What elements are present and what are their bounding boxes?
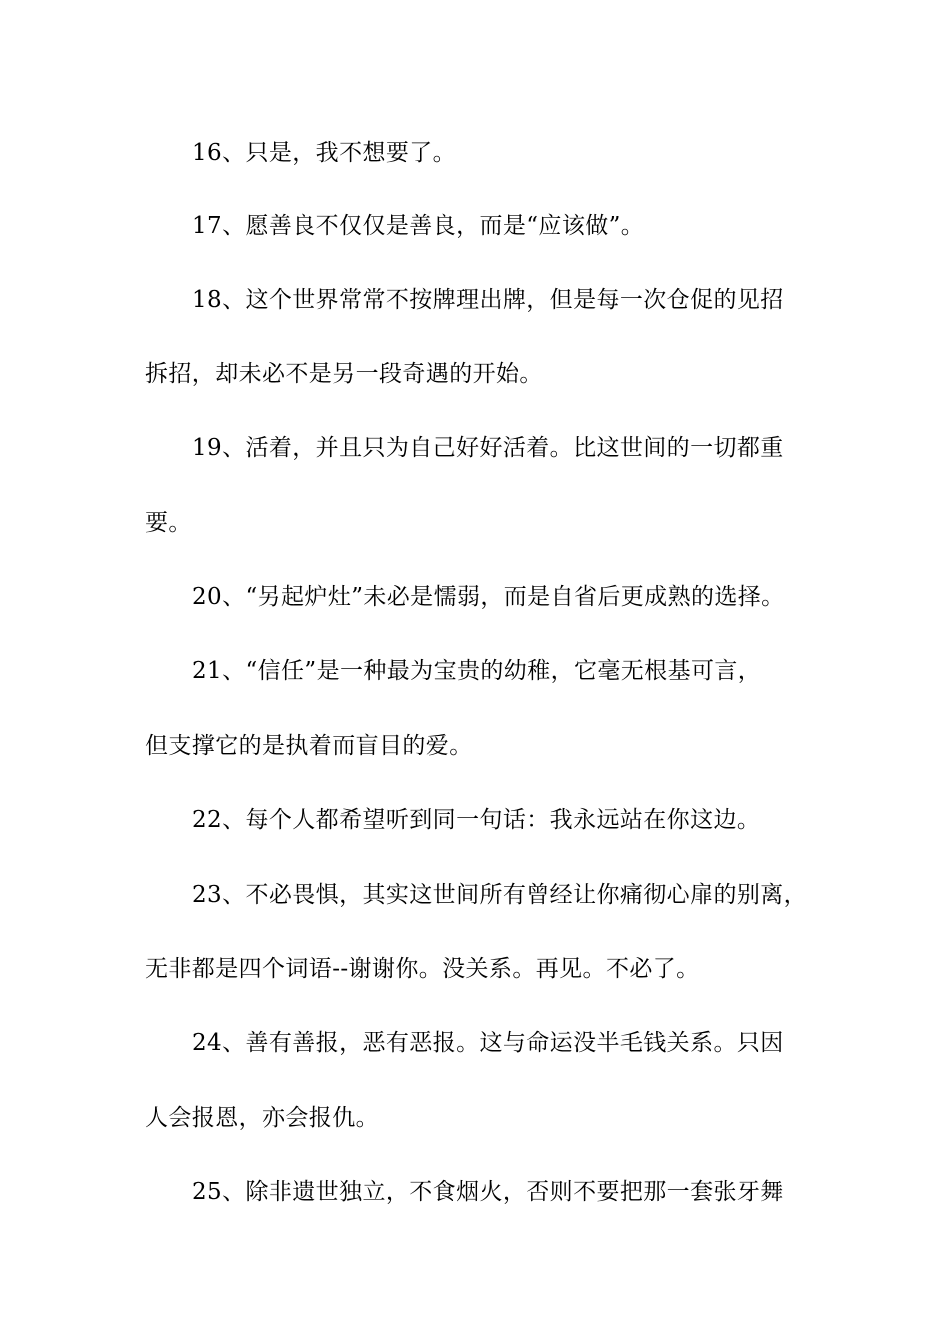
paragraph-19-line-1: 19、活着，并且只为自己好好活着。比这世间的一切都重 (192, 435, 784, 461)
paragraph-18-line-2: 拆招，却未必不是另一段奇遇的开始。 (145, 361, 543, 387)
paragraph-20: 20、“另起炉灶”未必是懦弱，而是自省后更成熟的选择。 (192, 584, 785, 610)
paragraph-23-line-2: 无非都是四个词语--谢谢你。没关系。再见。不必了。 (145, 956, 700, 982)
paragraph-24-line-1: 24、善有善报，恶有恶报。这与命运没半毛钱关系。只因 (192, 1030, 784, 1056)
paragraph-17: 17、愿善良不仅仅是善良，而是“应该做”。 (192, 213, 645, 239)
paragraph-21-line-1: 21、“信任”是一种最为宝贵的幼稚，它毫无根基可言， (192, 658, 762, 684)
paragraph-18-line-1: 18、这个世界常常不按牌理出牌，但是每一次仓促的见招 (192, 287, 784, 313)
paragraph-22: 22、每个人都希望听到同一句话：我永远站在你这边。 (192, 807, 761, 833)
paragraph-19-line-2: 要。 (145, 510, 192, 536)
paragraph-25-line-1: 25、除非遗世独立，不食烟火，否则不要把那一套张牙舞 (192, 1179, 784, 1205)
paragraph-23-line-1: 23、不必畏惧，其实这世间所有曾经让你痛彻心扉的别离， (192, 882, 808, 908)
paragraph-21-line-2: 但支撑它的是执着而盲目的爱。 (145, 733, 473, 759)
paragraph-16: 16、只是，我不想要了。 (192, 140, 457, 166)
paragraph-24-line-2: 人会报恩，亦会报仇。 (145, 1105, 379, 1131)
